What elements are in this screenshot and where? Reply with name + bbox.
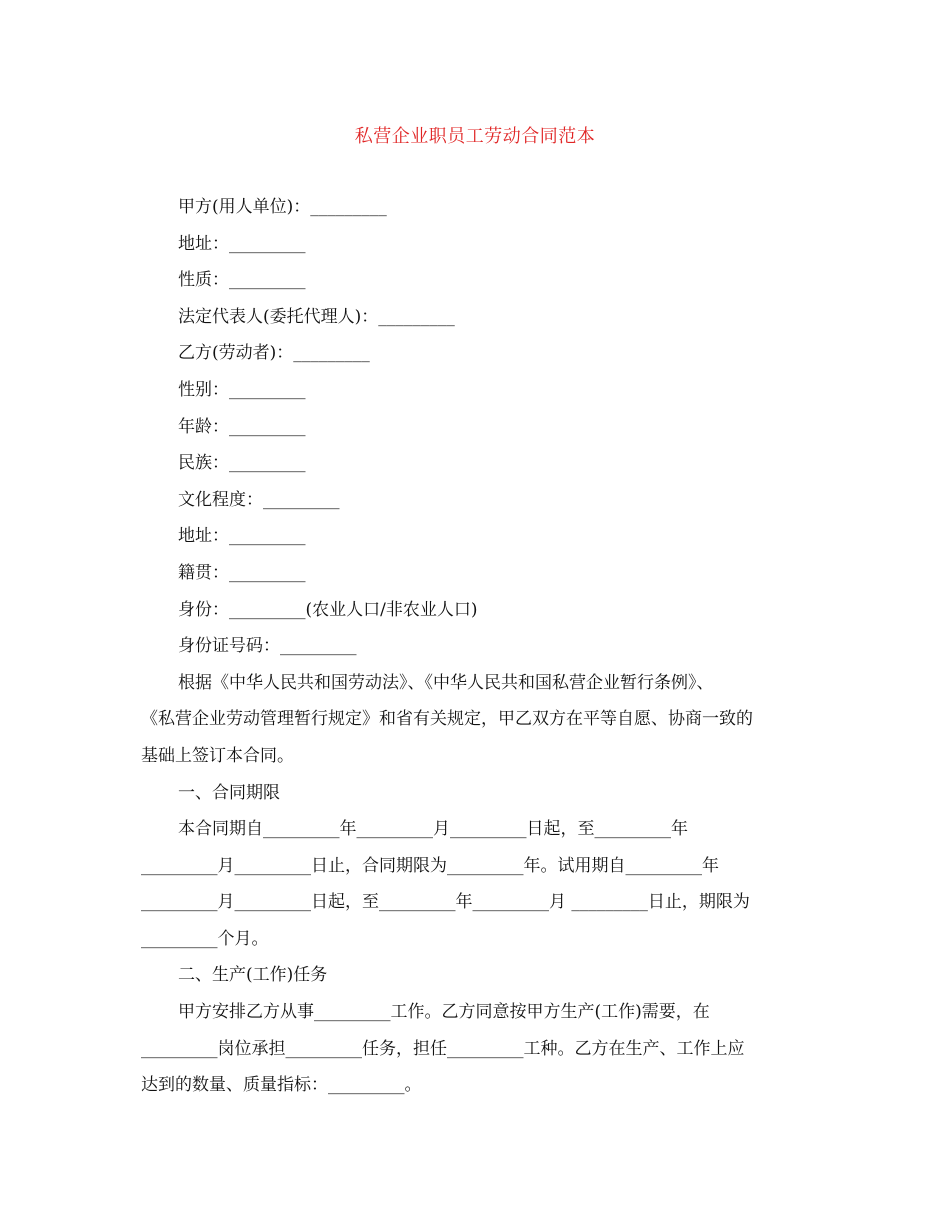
preamble-line-3: 基础上签订本合同。: [141, 745, 294, 766]
tasks-line-3: 达到的数量、质量指标：_________。: [141, 1075, 422, 1096]
field-education: 文化程度：_________: [178, 489, 340, 510]
term-line-2: _________月_________日止，合同期限为_________年。试用期自_________年: [141, 855, 719, 876]
field-id-number: 身份证号码：_________: [178, 636, 357, 657]
field-nature: 性质：_________: [178, 270, 306, 291]
field-identity: 身份：_________(农业人口/非农业人口): [178, 599, 478, 620]
preamble-line-2: 《私营企业劳动管理暂行规定》和省有关规定，甲乙双方在平等自愿、协商一致的: [141, 709, 753, 730]
field-party-a: 甲方(用人单位)：_________: [178, 197, 387, 217]
field-address-b: 地址：_________: [178, 526, 306, 547]
field-native-place: 籍贯：_________: [178, 562, 306, 583]
document-body: [141, 189, 811, 1104]
field-gender: 性别：_________: [178, 379, 306, 400]
tasks-line-1: 甲方安排乙方从事_________工作。乙方同意按甲方生产(工作)需要，在: [178, 1002, 710, 1023]
term-line-4: _________个月。: [141, 928, 269, 949]
preamble-line-1: 根据《中华人民共和国劳动法》、《中华人民共和国私营企业暂行条例》、: [178, 672, 714, 693]
section-heading-term: 一、合同期限: [178, 782, 280, 803]
term-line-3: _________月_________日起，至_________年_________月 _________日止，期限为: [141, 892, 750, 913]
term-line-1: 本合同期自_________年_________月_________日起，至_________年: [178, 819, 688, 840]
field-ethnicity: 民族：_________: [178, 453, 306, 474]
document-title: 私营企业职员工劳动合同范本: [354, 126, 596, 147]
field-age: 年龄：_________: [178, 416, 306, 437]
field-party-b: 乙方(劳动者)：_________: [178, 343, 370, 364]
field-address-a: 地址：_________: [178, 233, 306, 254]
section-heading-tasks: 二、生产(工作)任务: [178, 965, 328, 986]
field-legal-representative: 法定代表人(委托代理人)：_________: [178, 306, 455, 327]
tasks-line-2: _________岗位承担_________任务，担任_________工种。乙方在生产、工作上应: [141, 1038, 745, 1059]
